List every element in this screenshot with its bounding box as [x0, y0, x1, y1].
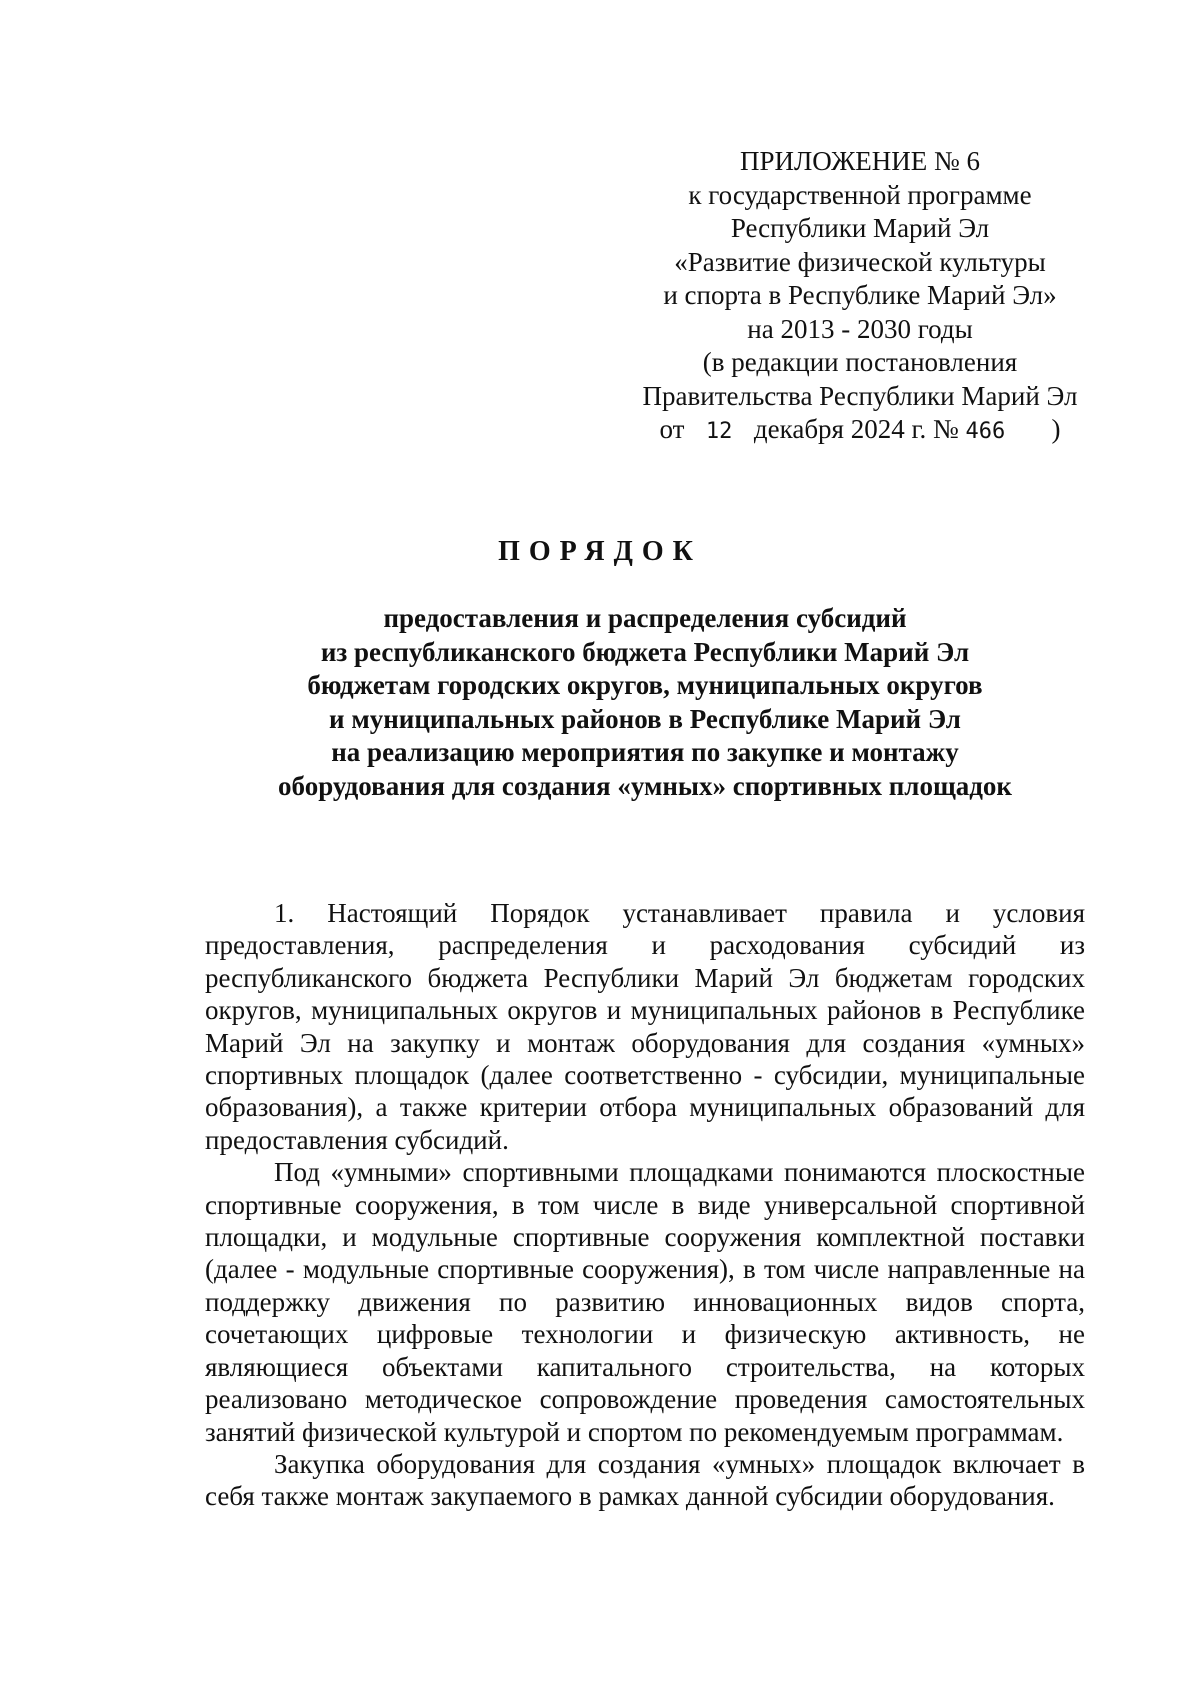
document-subtitle	[195, 602, 1095, 803]
paragraph-3: Закупка оборудования для создания «умных» площадок включает в себя также монтаж закупаемого в рамках данной субсидии оборудования.	[205, 1448, 1085, 1512]
subtitle-line: оборудования для создания «умных» спортивных площадок	[278, 770, 1012, 801]
date-prefix: от	[659, 414, 685, 444]
subtitle-line: из республиканского бюджета Республики Марий Эл	[320, 636, 970, 667]
appendix-line: (в редакции постановления	[702, 347, 1018, 377]
paragraph-2: Под «умными» спортивными площадками понимаются плоскостные спортивные сооружения, в том числе в виде универсальной спортивной площадки, и модульные спортивные сооружения комплектной поставки (далее - модульные спортивные сооружения), в том числе направленные на поддержку движения по развитию инновационных видов спорта, сочетающих цифровые технологии и физическую активность, не являющиеся объектами капитального строительства, на которых реализовано методическое сопровождение проведения самостоятельных занятий физической культурой и спортом по рекомендуемым программам.	[205, 1157, 1085, 1447]
appendix-line: Республики Марий Эл	[730, 213, 990, 243]
paragraph-1: 1. Настоящий Порядок устанавливает правила и условия предоставления, распределения и расходования субсидий из республиканского бюджета Республики Марий Эл бюджетам городских округов, муниципальных округов и муниципальных районов в Республике Марий Эл на закупку и монтаж оборудования для создания «умных» спортивных площадок (далее соответственно - субсидии, муниципальные образования), а также критерии отбора муниципальных образований для предоставления субсидий.	[205, 898, 1085, 1155]
resolution-date-line	[600, 413, 1120, 449]
appendix-line: Правительства Республики Марий Эл	[642, 380, 1078, 411]
resolution-number: 466	[965, 419, 1006, 444]
document-title: ПОРЯДОК	[498, 536, 702, 567]
appendix-title: ПРИЛОЖЕНИЕ № 6	[739, 146, 981, 176]
date-day: 12	[705, 419, 733, 444]
appendix-line: к государственной программе	[688, 179, 1032, 210]
date-text: декабря 2024 г. №	[753, 414, 959, 444]
subtitle-line: предоставления и распределения субсидий	[383, 603, 907, 633]
subtitle-line: на реализацию мероприятия по закупке и монтажу	[331, 737, 959, 767]
date-close: )	[1051, 414, 1061, 444]
appendix-header	[600, 145, 1120, 449]
appendix-line: на 2013 - 2030 годы	[747, 313, 973, 344]
subtitle-line: и муниципальных районов в Республике Марий Эл	[329, 703, 961, 734]
subtitle-line: бюджетам городских округов, муниципальных округов	[307, 670, 983, 700]
appendix-line: и спорта в Республике Марий Эл»	[663, 280, 1057, 310]
document-body	[205, 897, 1085, 1513]
appendix-line: «Развитие физической культуры	[674, 246, 1046, 277]
